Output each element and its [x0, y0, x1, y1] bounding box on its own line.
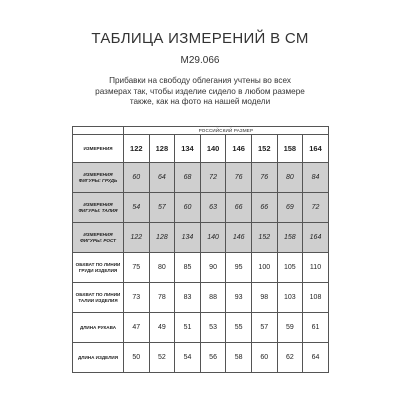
row-label-height: ИЗМЕРЕНИЯ ФИГУРЫ: РОСТ [73, 223, 124, 253]
row-label-garment-length: ДЛИНА ИЗДЕЛИЯ [73, 343, 124, 373]
table-row [73, 283, 329, 313]
cell: 64 [149, 163, 175, 193]
cell: 73 [124, 283, 150, 313]
cell: 83 [175, 283, 201, 313]
cell: 152 [251, 223, 277, 253]
cell: 146 [226, 223, 252, 253]
cell: 64 [303, 343, 329, 373]
cell: 50 [124, 343, 150, 373]
cell: 103 [277, 283, 303, 313]
cell: 49 [149, 313, 175, 343]
cell: 93 [226, 283, 252, 313]
size-header: 146 [226, 135, 252, 163]
table-corner [73, 127, 124, 135]
cell: 60 [251, 343, 277, 373]
cell: 84 [303, 163, 329, 193]
cell: 158 [277, 223, 303, 253]
cell: 164 [303, 223, 329, 253]
cell: 105 [277, 253, 303, 283]
page-title: ТАБЛИЦА ИЗМЕРЕНИЙ В СМ [91, 30, 309, 47]
cell: 63 [200, 193, 226, 223]
cell: 122 [124, 223, 150, 253]
row-label-waist: ИЗМЕРЕНИЯ ФИГУРЫ: ТАЛИЯ [73, 193, 124, 223]
table-row [73, 343, 329, 373]
cell: 85 [175, 253, 201, 283]
size-header: 128 [149, 135, 175, 163]
cell: 51 [175, 313, 201, 343]
cell: 59 [277, 313, 303, 343]
size-header: 122 [124, 135, 150, 163]
cell: 54 [124, 193, 150, 223]
cell: 69 [277, 193, 303, 223]
fit-note: Прибавки на свободу облегания учтены во всех размерах так, чтобы изделие сидело в любом размере также, как на фото на нашей модели [95, 76, 305, 106]
cell: 100 [251, 253, 277, 283]
cell: 78 [149, 283, 175, 313]
cell: 80 [149, 253, 175, 283]
row-label-garment-chest: ОБХВАТ ПО ЛИНИИ ГРУДИ ИЗДЕЛИЯ [73, 253, 124, 283]
cell: 54 [175, 343, 201, 373]
size-header: 134 [175, 135, 201, 163]
cell: 140 [200, 223, 226, 253]
cell: 58 [226, 343, 252, 373]
cell: 60 [124, 163, 150, 193]
row-label-chest: ИЗМЕРЕНИЯ ФИГУРЫ: ГРУДЬ [73, 163, 124, 193]
cell: 52 [149, 343, 175, 373]
cell: 47 [124, 313, 150, 343]
cell: 134 [175, 223, 201, 253]
size-header: 158 [277, 135, 303, 163]
size-header: 152 [251, 135, 277, 163]
cell: 72 [303, 193, 329, 223]
cell: 53 [200, 313, 226, 343]
cell: 66 [226, 193, 252, 223]
cell: 61 [303, 313, 329, 343]
cell: 75 [124, 253, 150, 283]
cell: 62 [277, 343, 303, 373]
cell: 80 [277, 163, 303, 193]
row-label-sleeve-length: ДЛИНА РУКАВА [73, 313, 124, 343]
article-code: M29.066 [180, 55, 220, 66]
cell: 68 [175, 163, 201, 193]
cell: 72 [200, 163, 226, 193]
cell: 66 [251, 193, 277, 223]
russian-size-header: РОССИЙСКИЙ РАЗМЕР [124, 127, 329, 135]
cell: 98 [251, 283, 277, 313]
cell: 55 [226, 313, 252, 343]
cell: 88 [200, 283, 226, 313]
table-row [73, 223, 329, 253]
size-table [72, 126, 329, 373]
cell: 108 [303, 283, 329, 313]
cell: 60 [175, 193, 201, 223]
cell: 95 [226, 253, 252, 283]
cell: 56 [200, 343, 226, 373]
size-header: 164 [303, 135, 329, 163]
cell: 110 [303, 253, 329, 283]
cell: 57 [149, 193, 175, 223]
table-row [73, 193, 329, 223]
cell: 57 [251, 313, 277, 343]
size-header: 140 [200, 135, 226, 163]
table-row [73, 253, 329, 283]
table-row [73, 163, 329, 193]
table-row [73, 313, 329, 343]
row-label-sizes: ИЗМЕРЕНИЯ [73, 135, 124, 163]
cell: 128 [149, 223, 175, 253]
cell: 76 [226, 163, 252, 193]
cell: 76 [251, 163, 277, 193]
row-label-garment-waist: ОБХВАТ ПО ЛИНИИ ТАЛИИ ИЗДЕЛИЯ [73, 283, 124, 313]
cell: 90 [200, 253, 226, 283]
